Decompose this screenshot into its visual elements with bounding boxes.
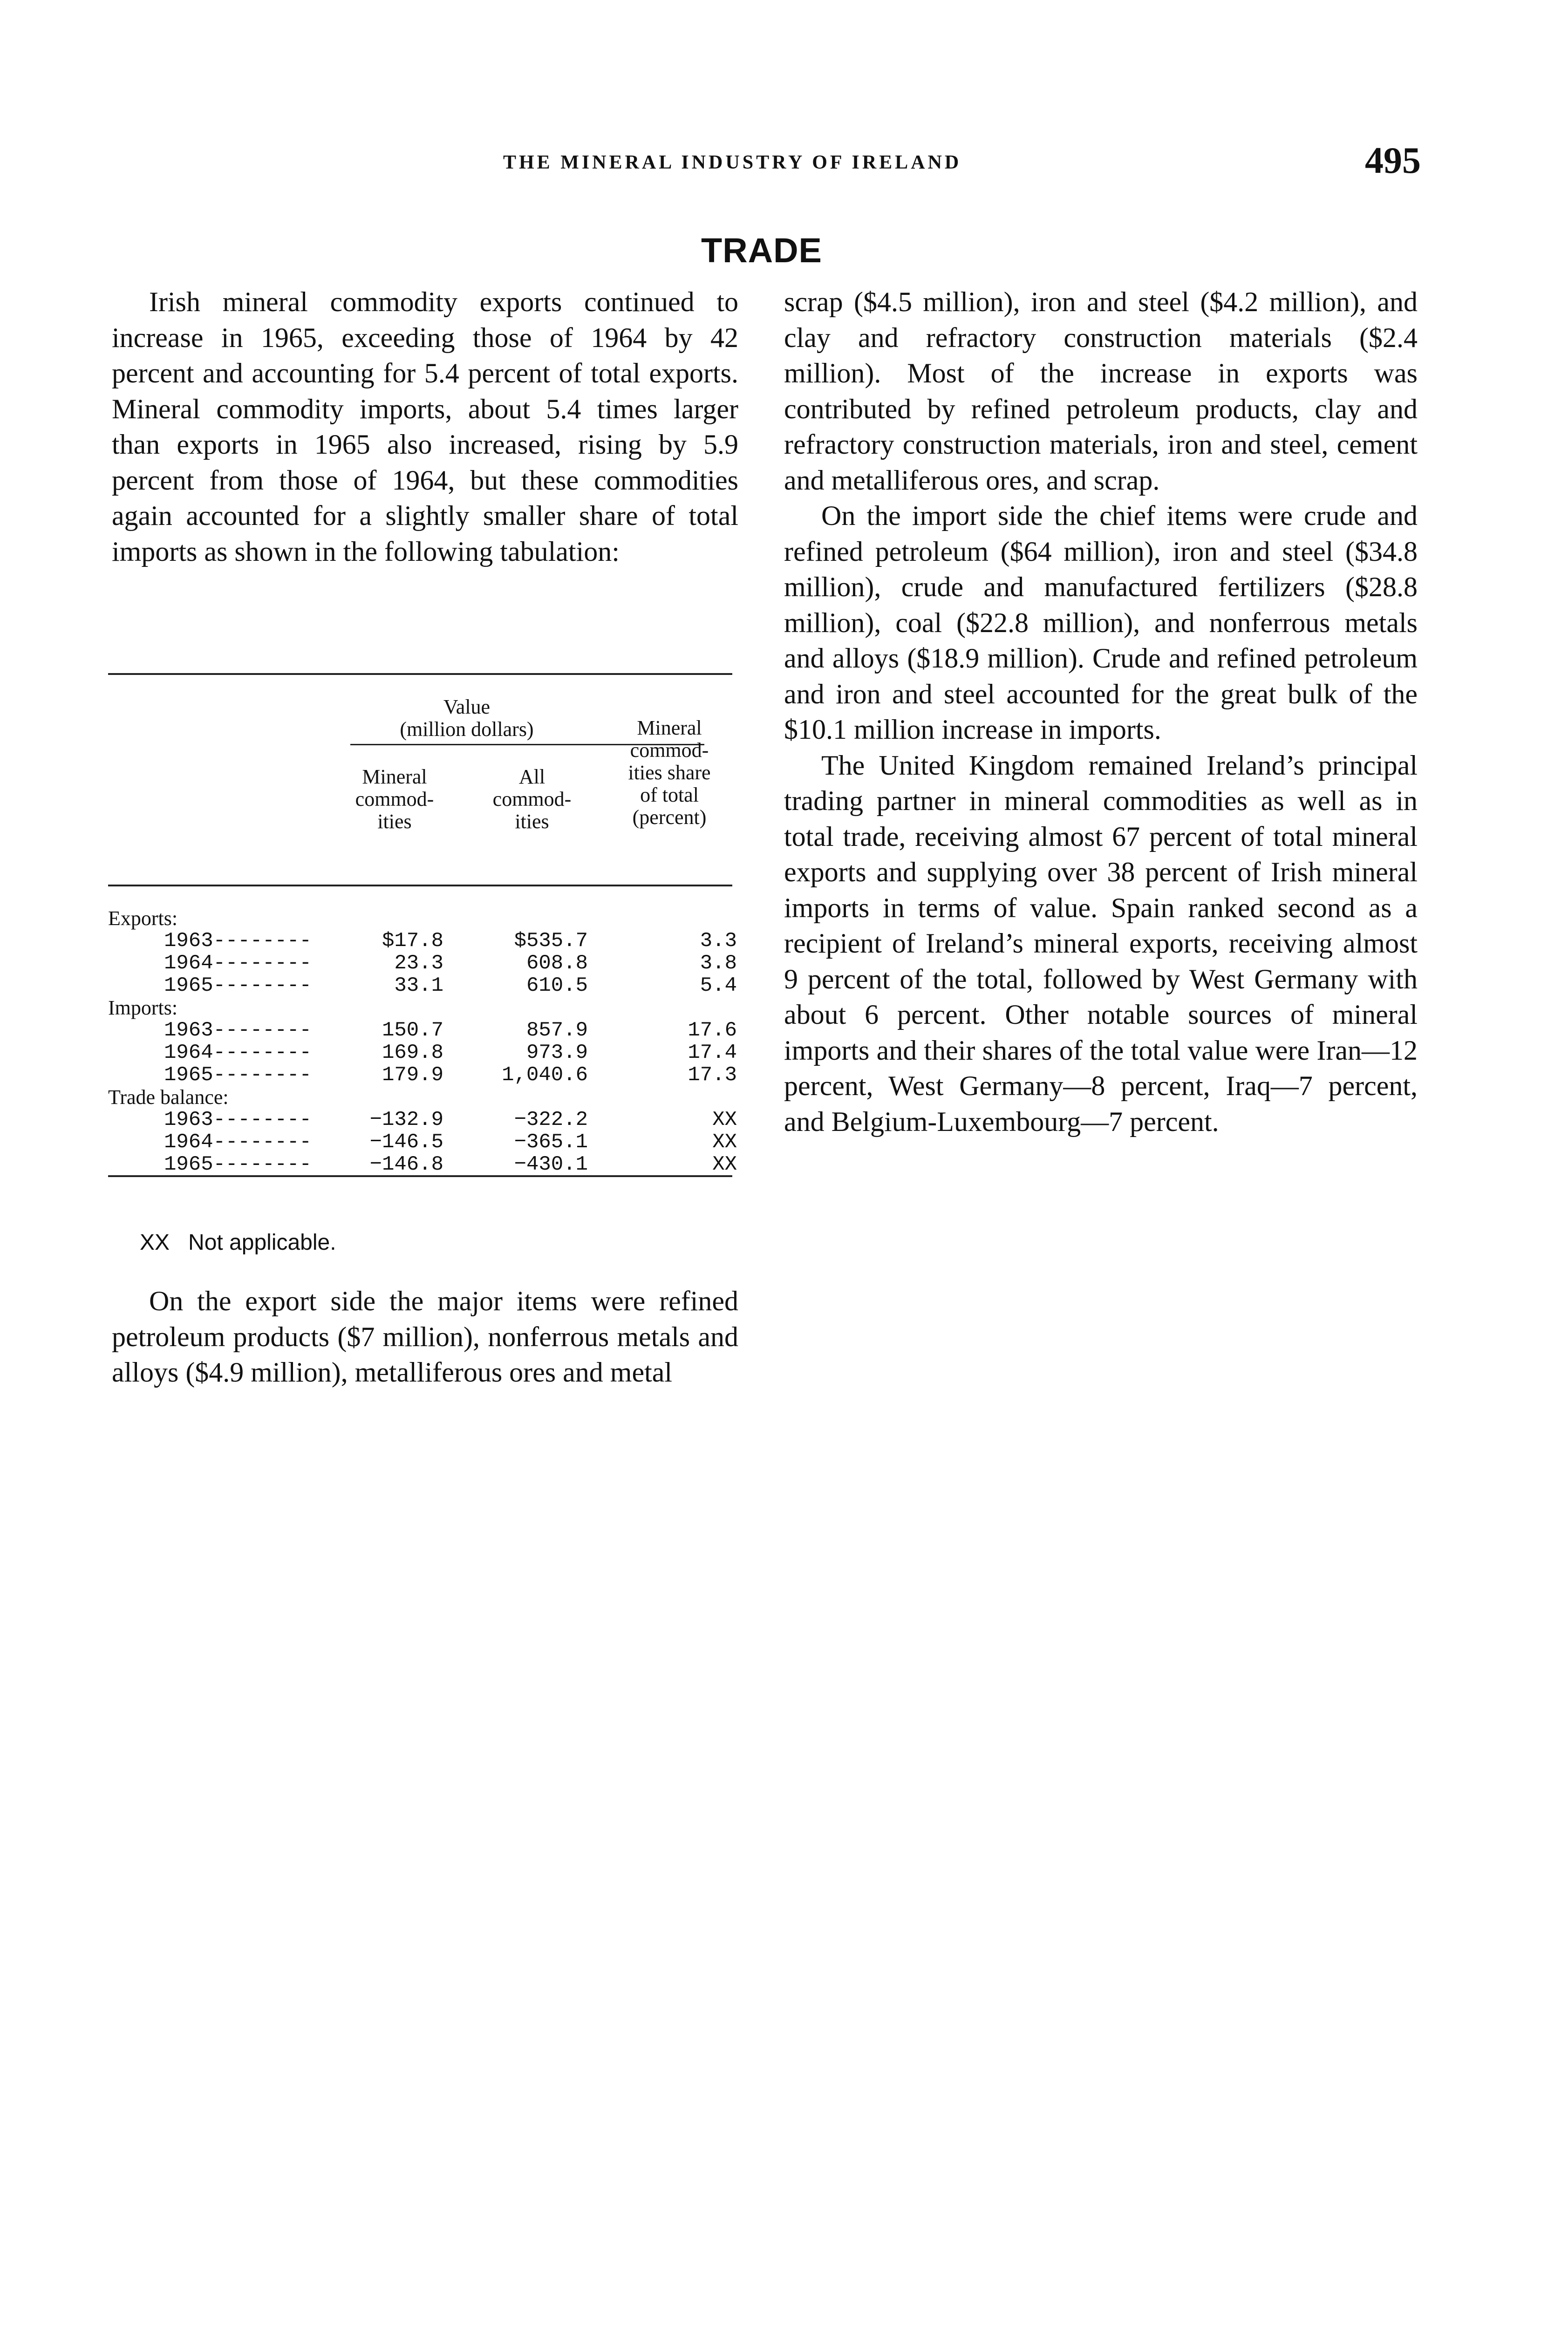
table-row xyxy=(108,1019,737,1042)
cell-all: 857.9 xyxy=(526,1019,588,1042)
right-column xyxy=(784,284,1418,1139)
mineral-header-line3: ities xyxy=(377,810,412,833)
cell-all: −322.2 xyxy=(514,1108,588,1131)
group-label: Exports: xyxy=(108,907,178,930)
section-title: TRADE xyxy=(701,231,822,270)
cell-mineral: −146.5 xyxy=(369,1130,443,1154)
all-header xyxy=(471,766,593,833)
all-header-line3: ities xyxy=(515,810,549,833)
value-header-line1: Value xyxy=(443,695,491,718)
cell-mineral: 23.3 xyxy=(394,952,443,975)
left-column-continued xyxy=(112,1283,738,1390)
group-label-row xyxy=(108,907,732,930)
share-header-line3: ities share xyxy=(628,761,711,784)
mineral-header-line1: Mineral xyxy=(362,765,427,788)
cell-share: 3.8 xyxy=(700,952,737,975)
group-label-row xyxy=(108,997,732,1019)
table-row xyxy=(108,974,737,997)
row-year: 1965-------- xyxy=(164,974,312,997)
page-number: 495 xyxy=(1365,140,1421,181)
share-header-line5: (percent) xyxy=(632,806,707,829)
right-paragraph-3: The United Kingdom remained Ireland’s principal trading partner in mineral commodities as well as in total trade, receiving almost 67 percent of total mineral exports and supplying over 38 percent of Irish mineral imports in terms of value. Spain ranked second as a recipient of Ireland’s mineral exports, receiving almost 9 percent of the total, followed by West Germany with about 6 percent. Other notable sources of mineral imports and their shares of the total value were Iran—12 percent, West Germany—8 percent, Iraq—7 percent, and Belgium-Luxembourg—7 percent. xyxy=(784,749,1418,1137)
row-year: 1964-------- xyxy=(164,952,312,975)
cell-all: 1,040.6 xyxy=(502,1063,588,1087)
cell-mineral: −132.9 xyxy=(369,1108,443,1131)
row-year: 1965-------- xyxy=(164,1063,312,1087)
cell-share: XX xyxy=(712,1130,737,1154)
cell-all: 608.8 xyxy=(526,952,588,975)
cell-mineral: 150.7 xyxy=(382,1019,443,1042)
cell-mineral: −146.8 xyxy=(369,1153,443,1176)
cell-share: 5.4 xyxy=(700,974,737,997)
group-label-row xyxy=(108,1086,732,1109)
share-header-line4: of total xyxy=(640,783,699,806)
cell-share: 17.4 xyxy=(688,1041,737,1064)
all-header-line2: commod- xyxy=(492,788,572,810)
left-paragraph-2: On the export side the major items were refined petroleum products ($7 million), nonferrous metals and alloys ($4.9 million), metalliferous ores and metal xyxy=(112,1286,738,1388)
table-row xyxy=(108,1041,737,1064)
row-year: 1965-------- xyxy=(164,1153,312,1176)
share-header-line1: Mineral xyxy=(637,716,702,739)
cell-all: −365.1 xyxy=(514,1130,588,1154)
value-header-line2: (million dollars) xyxy=(400,718,534,741)
mineral-header-line2: commod- xyxy=(355,788,434,810)
table-row xyxy=(108,929,737,953)
table-row xyxy=(108,952,737,975)
row-year: 1964-------- xyxy=(164,1041,312,1064)
left-column xyxy=(112,284,738,569)
cell-all: $535.7 xyxy=(514,929,588,953)
cell-mineral: $17.8 xyxy=(382,929,443,953)
cell-share: 17.3 xyxy=(688,1063,737,1087)
right-paragraph-2: On the import side the chief items were crude and refined petroleum ($64 million), iron and steel ($34.8 million), crude and manufactured fertilizers ($28.8 million), coal ($22.8 million), and nonferrous metals and alloys ($18.9 million). Crude and refined petroleum and iron and steel accounted for the great bulk of the $10.1 million increase in imports. xyxy=(784,500,1418,745)
table-body xyxy=(108,886,737,1176)
table-row xyxy=(108,1108,737,1131)
table-row xyxy=(108,1130,737,1154)
share-header xyxy=(602,717,737,829)
cell-share: 17.6 xyxy=(688,1019,737,1042)
cell-all: 610.5 xyxy=(526,974,588,997)
table-header xyxy=(108,675,732,885)
value-header xyxy=(341,696,593,741)
mineral-header xyxy=(341,766,448,833)
share-header-line2: commod- xyxy=(630,739,709,762)
right-paragraph-1: scrap ($4.5 million), iron and steel ($4.2 million), and clay and refractory construction materials ($2.4 million). Most of the increase in exports was contributed by refined petroleum products, clay and refractory construction materials, iron and steel, cement and metalliferous ores, and scrap. xyxy=(784,286,1418,496)
cell-share: 3.3 xyxy=(700,929,737,953)
trade-table xyxy=(108,673,737,1177)
cell-all: −430.1 xyxy=(514,1153,588,1176)
row-year: 1963-------- xyxy=(164,1108,312,1131)
group-label: Trade balance: xyxy=(108,1086,229,1109)
running-header: THE MINERAL INDUSTRY OF IRELAND xyxy=(503,152,962,173)
cell-mineral: 33.1 xyxy=(394,974,443,997)
group-label: Imports: xyxy=(108,996,178,1019)
cell-share: XX xyxy=(712,1153,737,1176)
row-year: 1963-------- xyxy=(164,1019,312,1042)
cell-mineral: 169.8 xyxy=(382,1041,443,1064)
left-paragraph-1: Irish mineral commodity exports continued to increase in 1965, exceeding those of 1964 by 42 percent and accounting for 5.4 percent of total exports. Mineral commodity imports, about 5.4 times larger than exports in 1965 also increased, rising by 5.9 percent from those of 1964, but these commodities again accounted for a slightly smaller share of total imports as shown in the following tabulation: xyxy=(112,286,738,567)
cell-all: 973.9 xyxy=(526,1041,588,1064)
all-header-line1: All xyxy=(518,765,545,788)
table-footnote: XX Not applicable. xyxy=(140,1230,336,1255)
row-year: 1963-------- xyxy=(164,929,312,953)
table-row xyxy=(108,1063,737,1087)
table-row xyxy=(108,1153,737,1176)
cell-share: XX xyxy=(712,1108,737,1131)
row-year: 1964-------- xyxy=(164,1130,312,1154)
cell-mineral: 179.9 xyxy=(382,1063,443,1087)
